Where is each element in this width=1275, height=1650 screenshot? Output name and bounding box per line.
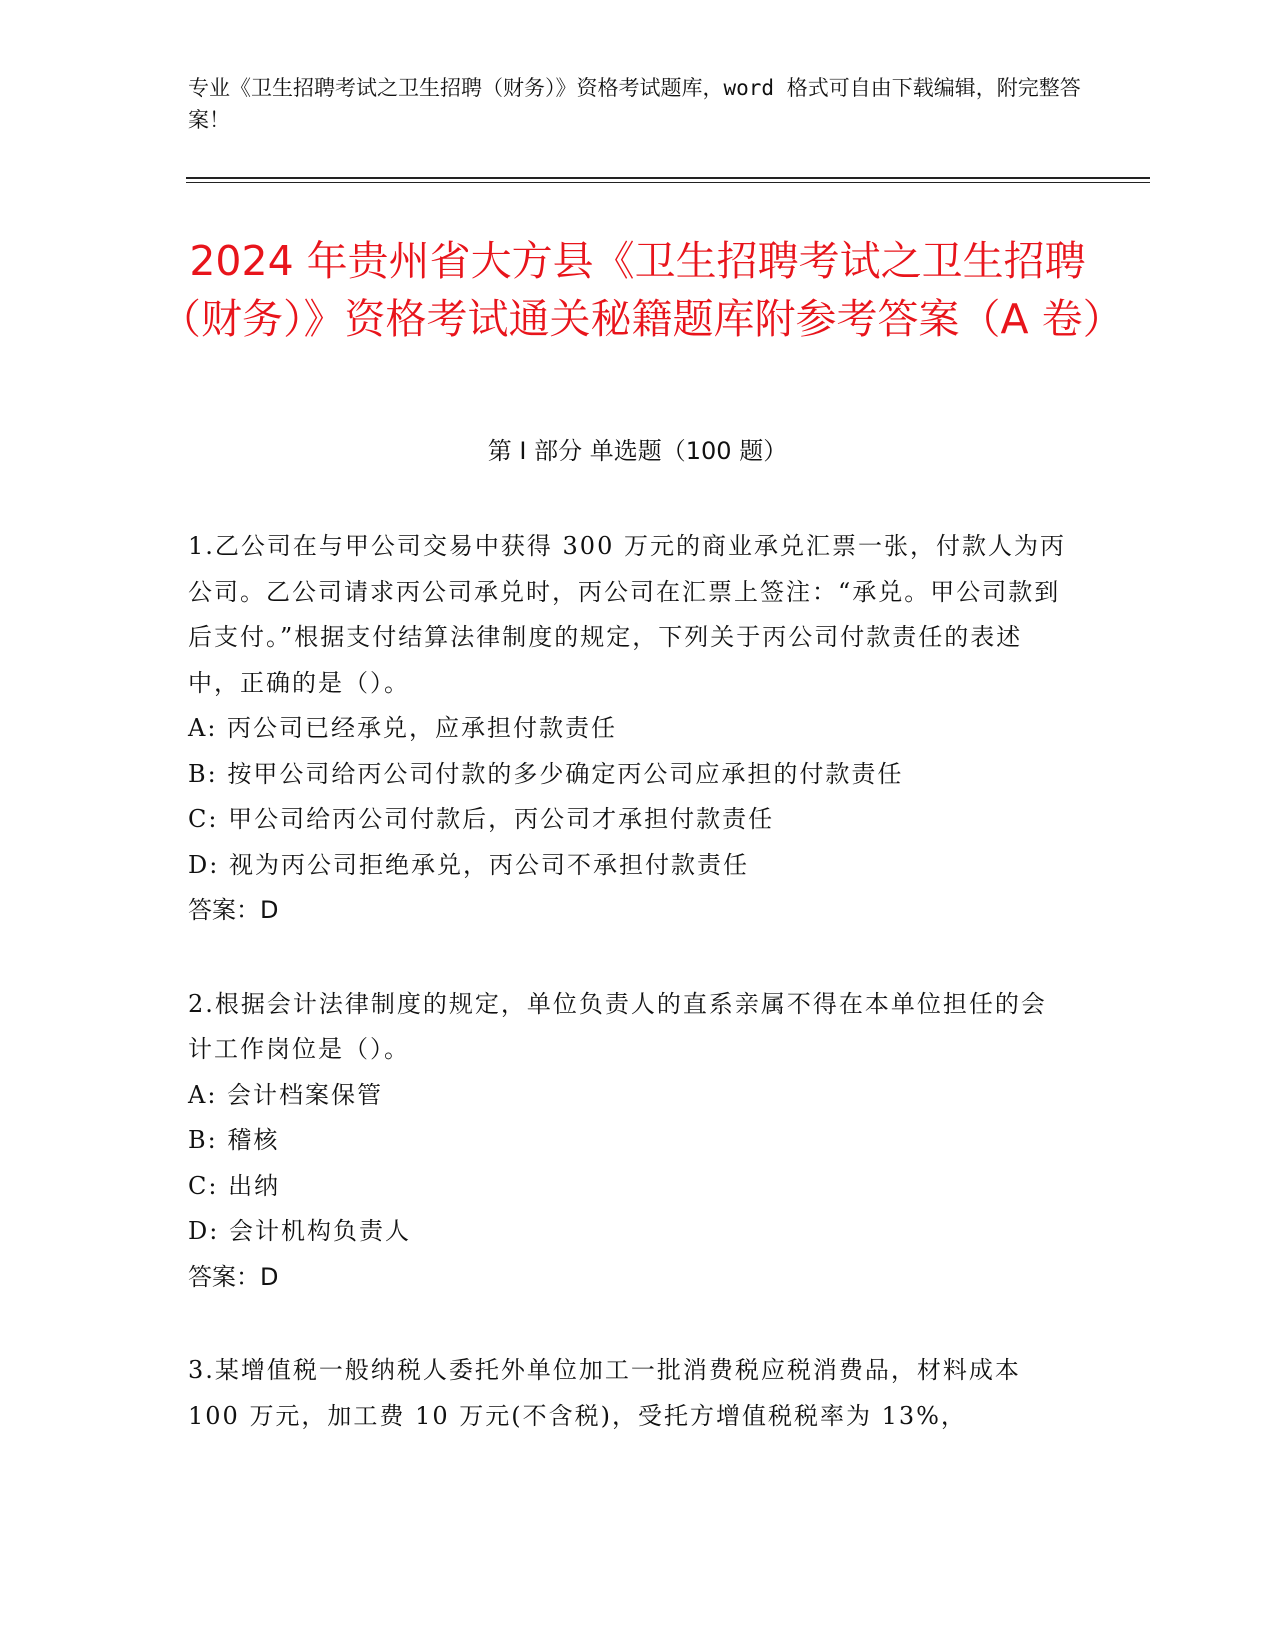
answer-line: 答案：D	[188, 896, 279, 924]
section-heading: 第 I 部分 单选题（100 题）	[487, 437, 788, 465]
option-a: A: 丙公司已经承兑，应承担付款责任	[188, 714, 618, 742]
question-stem: 2.根据会计法律制度的规定，单位负责人的直系亲属不得在本单位担任的会计工作岗位是（）。	[188, 989, 1047, 1063]
option-a: A: 会计档案保管	[188, 1080, 384, 1109]
option-d: D: 视为丙公司拒绝承兑，丙公司不承担付款责任	[188, 850, 749, 879]
option-c: C: 出纳	[188, 1171, 281, 1200]
question-stem: 1.乙公司在与甲公司交易中获得 300 万元的商业承兑汇票一张，付款人为丙公司。乙公司请求丙公司承兑时，丙公司在汇票上签注：“承兑。甲公司款到后支付。”根据支付结算法律制度的规定，下列关于丙公司付款责任的表述中，正确的是（）。	[188, 532, 1066, 697]
option-b: B: 稽核	[188, 1126, 280, 1154]
option-b: B: 按甲公司给丙公司付款的多少确定丙公司应承担的付款责任	[188, 759, 904, 788]
header-divider-thin	[186, 182, 1150, 183]
question-stem: 3.某增值税一般纳税人委托外单位加工一批消费税应税消费品，材料成本 100 万元，加工费 10 万元(不含税)，受托方增值税税率为 13%，	[188, 1356, 1021, 1430]
document-title: 2024 年贵州省大方县《卫生招聘考试之卫生招聘（财务）》资格考试通关秘籍题库附参考答案（A 卷）	[160, 237, 1124, 344]
answer-line: 答案：D	[188, 1262, 279, 1291]
header-note: 专业《卫生招聘考试之卫生招聘（财务）》资格考试题库，word 格式可自由下载编辑，附完整答案！	[188, 76, 1081, 132]
option-d: D: 会计机构负责人	[188, 1217, 411, 1245]
question-2	[188, 982, 1068, 1301]
question-1	[188, 524, 1068, 934]
option-c: C: 甲公司给丙公司付款后，丙公司才承担付款责任	[188, 805, 775, 833]
question-list	[188, 524, 1068, 1487]
header-divider-thick	[186, 177, 1150, 179]
question-3	[188, 1348, 1068, 1439]
